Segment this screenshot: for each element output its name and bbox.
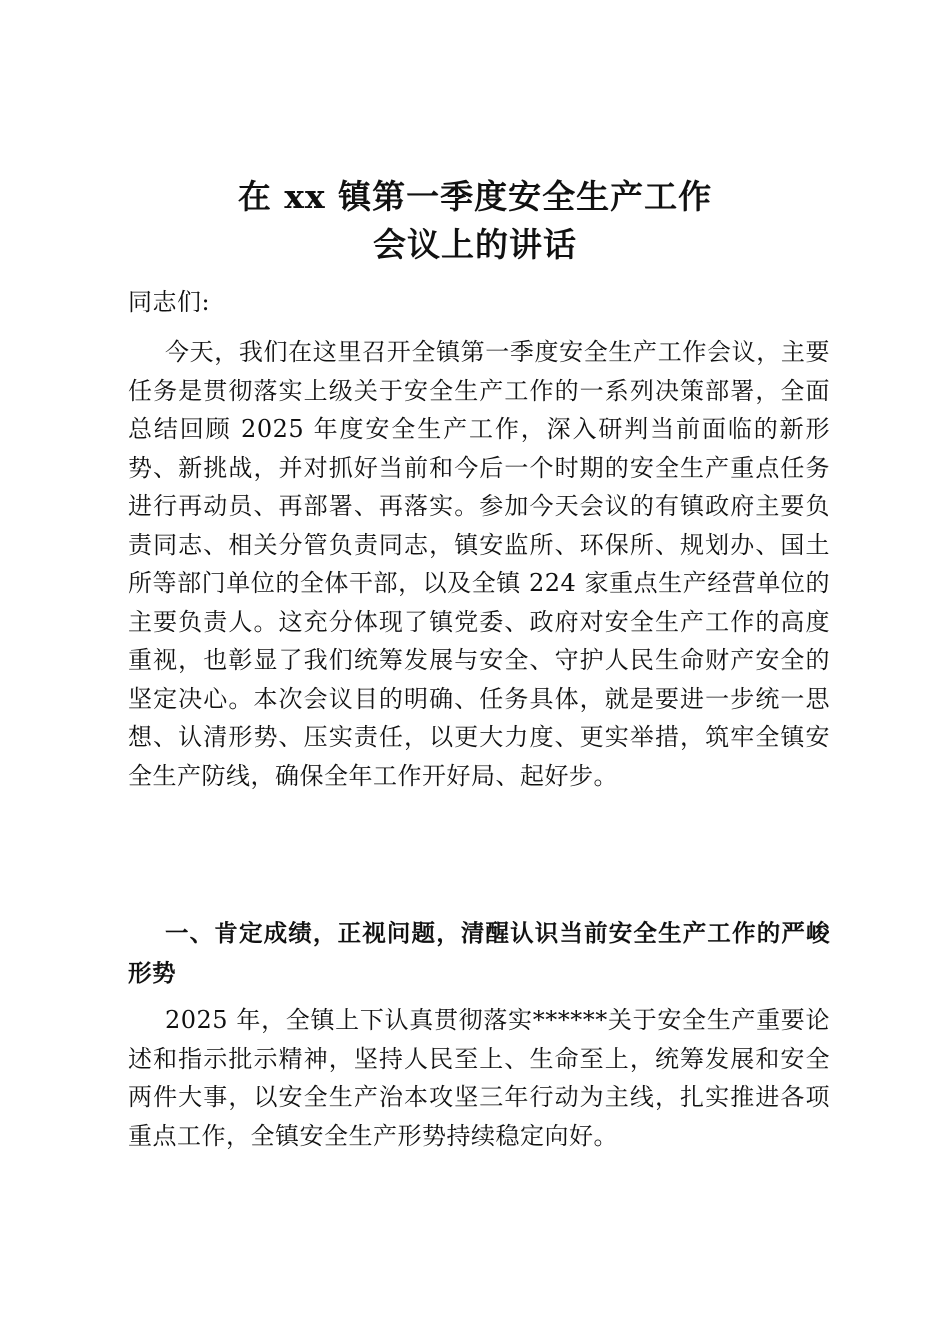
salutation: 同志们: — [128, 288, 211, 316]
section-heading-1: 一、肯定成绩，正视问题，清醒认识当前安全生产工作的严峻形势 — [128, 919, 830, 987]
document-title-line-1: 在 xx 镇第一季度安全生产工作 — [237, 177, 713, 216]
document-title-line-2: 会议上的讲话 — [373, 225, 577, 264]
paragraph-opening: 今天，我们在这里召开全镇第一季度安全生产工作会议，主要任务是贯彻落实上级关于安全生产工作的一系列决策部署，全面总结回顾 2025 年度安全生产工作，深入研判当前面临的新形势、新挑战，并对抓好当前和今后一个时期的安全生产重点任务进行再动员、再部署、再落实。参加今天会议的有镇政府主要负责同志、相关分管负责同志，镇安监所、环保所、规划办、国土所等部门单位的全体干部，以及全镇 224 家重点生产经营单位的主要负责人。这充分体现了镇党委、政府对安全生产工作的高度重视，也彰显了我们统筹发展与安全、守护人民生命财产安全的坚定决心。本次会议目的明确、任务具体，就是要进一步统一思想、认清形势、压实责任，以更大力度、更实举措，筑牢全镇安全生产防线，确保全年工作开好局、起好步。 — [128, 338, 830, 790]
paragraph-section-1: 2025 年，全镇上下认真贯彻落实******关于安全生产重要论述和指示批示精神，坚持人民至上、生命至上，统筹发展和安全两件大事，以安全生产治本攻坚三年行动为主线，扎实推进各项重点工作，全镇安全生产形势持续稳定向好。 — [128, 1006, 830, 1150]
